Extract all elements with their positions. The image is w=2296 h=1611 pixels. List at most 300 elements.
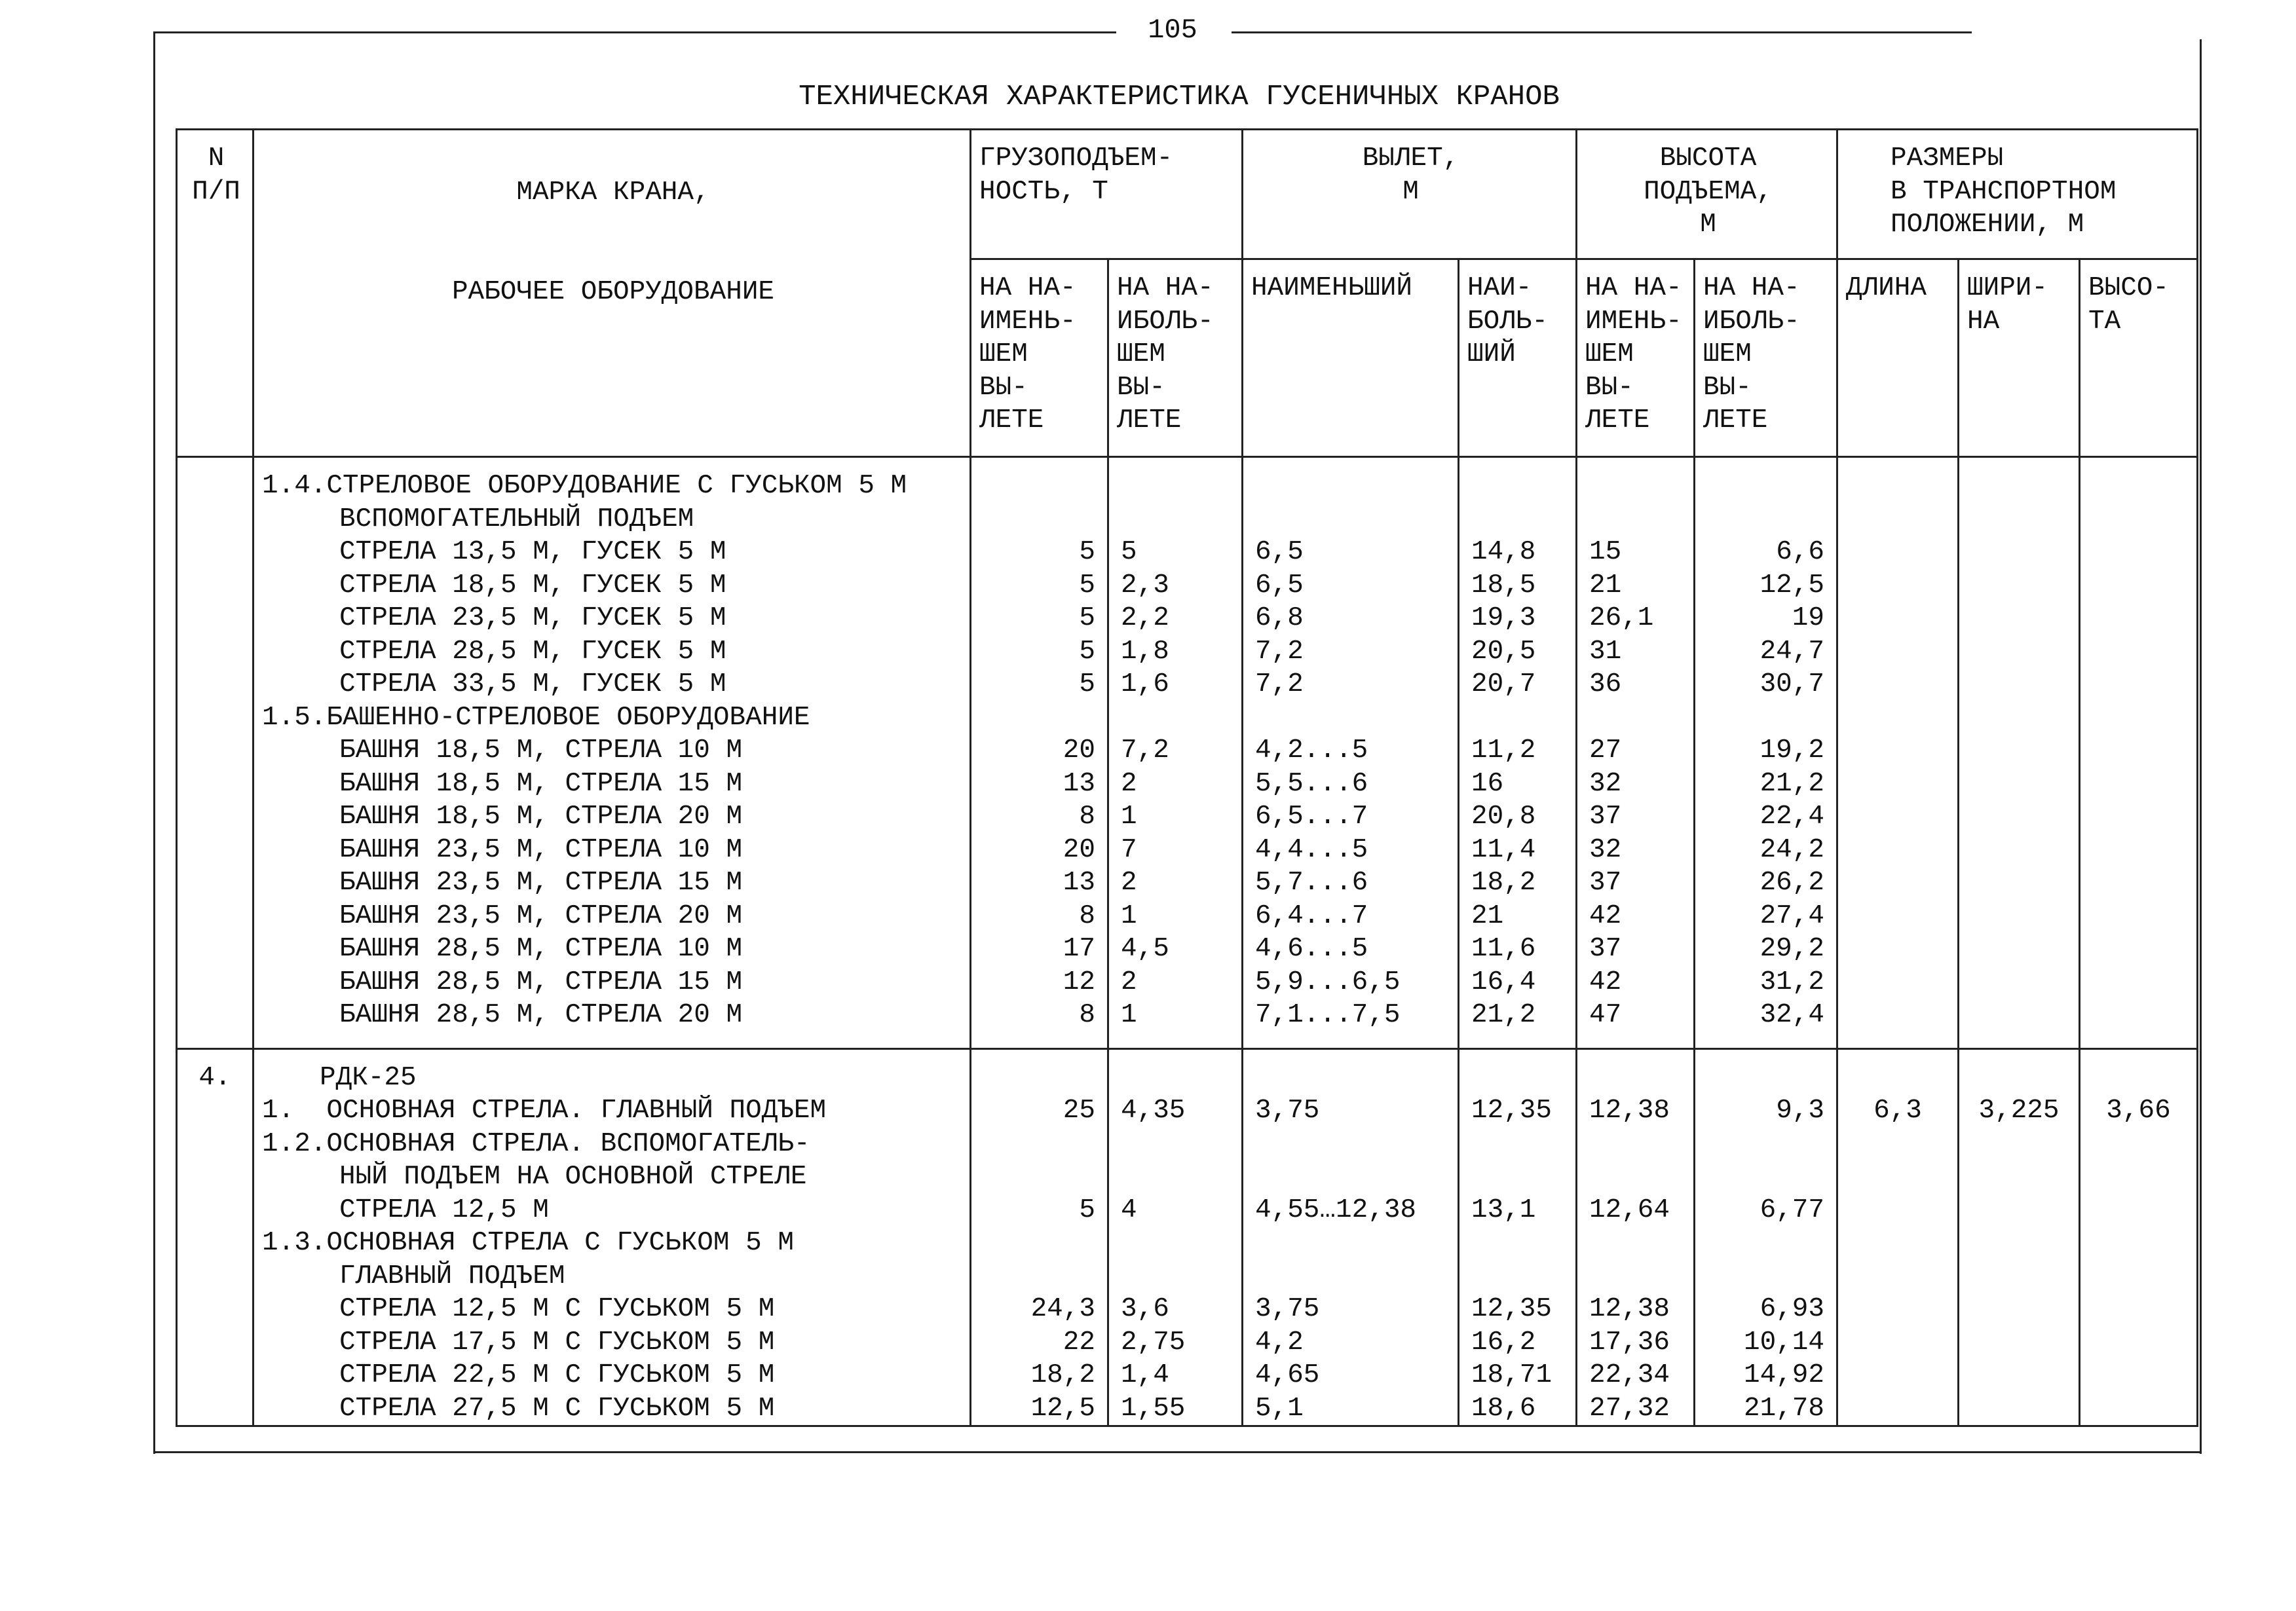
cell-capacity-min: 20 xyxy=(971,734,1108,768)
cell-mark: БАШНЯ 28,5 М, СТРЕЛА 20 М xyxy=(254,999,971,1032)
cell-height-min: 36 xyxy=(1577,668,1695,701)
cell-transport-height xyxy=(2080,1160,2198,1194)
gap-cell xyxy=(1577,1032,1695,1049)
cell-mark: БАШНЯ 23,5 М, СТРЕЛА 10 М xyxy=(254,834,971,867)
cell-transport-height xyxy=(2080,569,2198,602)
gap-cell xyxy=(1459,1032,1577,1049)
cell-height-max: 21,78 xyxy=(1695,1392,1837,1426)
spacer-cell xyxy=(1108,457,1243,470)
cell-np xyxy=(177,966,254,999)
cell-height-min: 37 xyxy=(1577,866,1695,900)
cell-capacity-max: 7 xyxy=(1108,834,1243,867)
cell-width xyxy=(1959,1194,2080,1227)
cell-transport-height xyxy=(2080,1326,2198,1360)
cell-transport-height xyxy=(2080,536,2198,569)
cell-np xyxy=(177,536,254,569)
cell-reach-min xyxy=(1243,1260,1459,1293)
cell-height-max xyxy=(1695,503,1837,536)
cell-transport-height xyxy=(2080,1048,2198,1094)
cell-height-max xyxy=(1695,470,1837,503)
cell-np xyxy=(177,933,254,966)
header-reach-min: НАИМЕНЬШИЙ xyxy=(1243,259,1459,457)
cell-height-max: 6,6 xyxy=(1695,536,1837,569)
cell-height-min: 32 xyxy=(1577,768,1695,801)
cell-length xyxy=(1837,1227,1959,1260)
table-row xyxy=(177,866,2198,900)
cell-mark: БАШНЯ 18,5 М, СТРЕЛА 10 М xyxy=(254,734,971,768)
cell-np xyxy=(177,834,254,867)
cell-np xyxy=(177,470,254,503)
cell-capacity-max: 1,6 xyxy=(1108,668,1243,701)
cell-np xyxy=(177,1392,254,1426)
cell-capacity-min: 5 xyxy=(971,602,1108,635)
header-length: ДЛИНА xyxy=(1837,259,1959,457)
cell-height-max xyxy=(1695,1227,1837,1260)
cell-height-min: 37 xyxy=(1577,933,1695,966)
cell-np xyxy=(177,734,254,768)
cell-np xyxy=(177,866,254,900)
cell-capacity-min: 12 xyxy=(971,966,1108,999)
gap-cell xyxy=(1959,1032,2080,1049)
cell-mark: СТРЕЛА 18,5 М, ГУСЕК 5 М xyxy=(254,569,971,602)
cell-height-max: 26,2 xyxy=(1695,866,1837,900)
cell-capacity-min: 8 xyxy=(971,800,1108,834)
table-row xyxy=(177,834,2198,867)
gap-cell xyxy=(1243,1032,1459,1049)
cell-transport-height xyxy=(2080,668,2198,701)
cell-width xyxy=(1959,1359,2080,1392)
table-row xyxy=(177,1293,2198,1326)
cell-height-min: 12,38 xyxy=(1577,1094,1695,1128)
cell-reach-min: 6,5 xyxy=(1243,569,1459,602)
cell-reach-max: 20,5 xyxy=(1459,635,1577,669)
cell-reach-min: 3,75 xyxy=(1243,1293,1459,1326)
cell-height-max xyxy=(1695,1260,1837,1293)
frame-right-border xyxy=(2200,39,2202,1454)
cell-reach-min: 4,65 xyxy=(1243,1359,1459,1392)
cell-transport-height xyxy=(2080,933,2198,966)
cell-capacity-max: 2 xyxy=(1108,866,1243,900)
frame-bottom-border xyxy=(153,1451,2202,1453)
cell-width: 3,225 xyxy=(1959,1094,2080,1128)
table-row xyxy=(177,933,2198,966)
header-width: ШИРИ- НА xyxy=(1959,259,2080,457)
cell-mark: БАШНЯ 28,5 М, СТРЕЛА 15 М xyxy=(254,966,971,999)
cell-np xyxy=(177,1094,254,1128)
cell-reach-min xyxy=(1243,1160,1459,1194)
cell-mark: 1.5.БАШЕННО-СТРЕЛОВОЕ ОБОРУДОВАНИЕ xyxy=(254,701,971,735)
cell-mark: БАШНЯ 18,5 М, СТРЕЛА 15 М xyxy=(254,768,971,801)
cell-length xyxy=(1837,536,1959,569)
cell-reach-max: 11,6 xyxy=(1459,933,1577,966)
cell-capacity-min xyxy=(971,701,1108,735)
cell-reach-min xyxy=(1243,503,1459,536)
cell-mark: СТРЕЛА 28,5 М, ГУСЕК 5 М xyxy=(254,635,971,669)
cell-transport-height xyxy=(2080,503,2198,536)
cell-width xyxy=(1959,470,2080,503)
table-row xyxy=(177,569,2198,602)
cell-capacity-min: 13 xyxy=(971,768,1108,801)
cell-np: 4. xyxy=(177,1048,254,1094)
cell-height-min xyxy=(1577,1227,1695,1260)
spacer-cell xyxy=(1837,457,1959,470)
cell-reach-min: 7,2 xyxy=(1243,635,1459,669)
cell-np xyxy=(177,1194,254,1227)
cell-np xyxy=(177,900,254,933)
cell-width xyxy=(1959,536,2080,569)
cell-np xyxy=(177,1293,254,1326)
cell-np xyxy=(177,768,254,801)
cell-mark: ВСПОМОГАТЕЛЬНЫЙ ПОДЪЕМ xyxy=(254,503,971,536)
spacer-cell xyxy=(1959,457,2080,470)
cell-height-max: 14,92 xyxy=(1695,1359,1837,1392)
cell-height-max xyxy=(1695,1128,1837,1161)
table-row xyxy=(177,1160,2198,1194)
cell-height-max: 22,4 xyxy=(1695,800,1837,834)
table-row xyxy=(177,1094,2198,1128)
cell-transport-height xyxy=(2080,1227,2198,1260)
cell-mark: 1.2.ОСНОВНАЯ СТРЕЛА. ВСПОМОГАТЕЛЬ- xyxy=(254,1128,971,1161)
cell-np xyxy=(177,1128,254,1161)
cell-height-min: 15 xyxy=(1577,536,1695,569)
cell-reach-max xyxy=(1459,470,1577,503)
cell-length xyxy=(1837,635,1959,669)
table-row xyxy=(177,1227,2198,1260)
cell-capacity-max xyxy=(1108,1227,1243,1260)
cell-transport-height xyxy=(2080,635,2198,669)
cell-width xyxy=(1959,834,2080,867)
cell-capacity-max xyxy=(1108,1128,1243,1161)
cell-height-min: 22,34 xyxy=(1577,1359,1695,1392)
header-mark: МАРКА КРАНА, РАБОЧЕЕ ОБОРУДОВАНИЕ xyxy=(254,130,971,457)
cell-reach-min: 7,2 xyxy=(1243,668,1459,701)
cell-capacity-max: 2,2 xyxy=(1108,602,1243,635)
cell-transport-height xyxy=(2080,999,2198,1032)
cell-height-min: 27 xyxy=(1577,734,1695,768)
table-row xyxy=(177,536,2198,569)
spacer-cell xyxy=(254,457,971,470)
cell-reach-min: 6,5 xyxy=(1243,536,1459,569)
cell-height-min: 32 xyxy=(1577,834,1695,867)
cell-height-min: 26,1 xyxy=(1577,602,1695,635)
cell-height-min: 37 xyxy=(1577,800,1695,834)
cell-length xyxy=(1837,1392,1959,1426)
table-row xyxy=(177,668,2198,701)
cell-height-min: 12,38 xyxy=(1577,1293,1695,1326)
cell-length xyxy=(1837,999,1959,1032)
cell-reach-max: 14,8 xyxy=(1459,536,1577,569)
cell-width xyxy=(1959,1160,2080,1194)
cell-height-max: 6,77 xyxy=(1695,1194,1837,1227)
cell-reach-min: 4,4...5 xyxy=(1243,834,1459,867)
cell-mark: СТРЕЛА 22,5 М С ГУСЬКОМ 5 М xyxy=(254,1359,971,1392)
cell-np xyxy=(177,635,254,669)
cell-length xyxy=(1837,1160,1959,1194)
gap-cell xyxy=(971,1032,1108,1049)
cell-length xyxy=(1837,866,1959,900)
table-row xyxy=(177,701,2198,735)
cell-mark: 1. ОСНОВНАЯ СТРЕЛА. ГЛАВНЫЙ ПОДЪЕМ xyxy=(254,1094,971,1128)
cell-length xyxy=(1837,734,1959,768)
cell-width xyxy=(1959,999,2080,1032)
header-height-max: НА НА- ИБОЛЬ- ШЕМ ВЫ- ЛЕТЕ xyxy=(1695,259,1837,457)
cell-reach-min xyxy=(1243,1227,1459,1260)
table-row xyxy=(177,1392,2198,1426)
cell-transport-height xyxy=(2080,866,2198,900)
cell-capacity-min: 13 xyxy=(971,866,1108,900)
cell-transport-height xyxy=(2080,768,2198,801)
cell-capacity-max: 1,55 xyxy=(1108,1392,1243,1426)
cell-width xyxy=(1959,503,2080,536)
cell-np xyxy=(177,1260,254,1293)
cell-length xyxy=(1837,900,1959,933)
cell-capacity-min xyxy=(971,470,1108,503)
cell-transport-height xyxy=(2080,1260,2198,1293)
cell-transport-height xyxy=(2080,966,2198,999)
cell-height-max: 10,14 xyxy=(1695,1326,1837,1360)
cell-height-max: 27,4 xyxy=(1695,900,1837,933)
cell-height-max: 32,4 xyxy=(1695,999,1837,1032)
cell-np xyxy=(177,1227,254,1260)
cell-height-max: 24,7 xyxy=(1695,635,1837,669)
gap-cell xyxy=(177,1032,254,1049)
cell-length xyxy=(1837,966,1959,999)
cell-np xyxy=(177,999,254,1032)
cell-mark: 1.3.ОСНОВНАЯ СТРЕЛА С ГУСЬКОМ 5 М xyxy=(254,1227,971,1260)
cell-height-max: 12,5 xyxy=(1695,569,1837,602)
cell-capacity-max xyxy=(1108,701,1243,735)
cell-capacity-max xyxy=(1108,503,1243,536)
cell-capacity-max: 2,3 xyxy=(1108,569,1243,602)
spacer-row xyxy=(177,457,2198,470)
gap-cell xyxy=(1695,1032,1837,1049)
header-rule-right xyxy=(1232,31,1972,33)
cell-np xyxy=(177,602,254,635)
cell-length xyxy=(1837,1128,1959,1161)
cell-reach-min: 5,9...6,5 xyxy=(1243,966,1459,999)
cell-mark: СТРЕЛА 33,5 М, ГУСЕК 5 М xyxy=(254,668,971,701)
gap-cell xyxy=(254,1032,971,1049)
header-transport-height: ВЫСО- ТА xyxy=(2080,259,2198,457)
cell-capacity-max: 1 xyxy=(1108,999,1243,1032)
table-row xyxy=(177,900,2198,933)
cell-reach-max: 16,4 xyxy=(1459,966,1577,999)
cell-reach-max: 12,35 xyxy=(1459,1094,1577,1128)
header-height-min: НА НА- ИМЕНЬ- ШЕМ ВЫ- ЛЕТЕ xyxy=(1577,259,1695,457)
cell-transport-height xyxy=(2080,470,2198,503)
cell-capacity-max: 7,2 xyxy=(1108,734,1243,768)
cell-reach-max xyxy=(1459,1160,1577,1194)
cell-height-min: 31 xyxy=(1577,635,1695,669)
cell-capacity-min: 18,2 xyxy=(971,1359,1108,1392)
cell-transport-height xyxy=(2080,1359,2198,1392)
table-row xyxy=(177,1128,2198,1161)
cell-height-min: 12,64 xyxy=(1577,1194,1695,1227)
cell-mark: НЫЙ ПОДЪЕМ НА ОСНОВНОЙ СТРЕЛЕ xyxy=(254,1160,971,1194)
cell-width xyxy=(1959,1392,2080,1426)
cell-capacity-max: 1,8 xyxy=(1108,635,1243,669)
cell-capacity-min: 17 xyxy=(971,933,1108,966)
cell-width xyxy=(1959,569,2080,602)
cell-width xyxy=(1959,866,2080,900)
cell-reach-min xyxy=(1243,1048,1459,1094)
gap-cell xyxy=(1108,1032,1243,1049)
cell-reach-min: 4,55…12,38 xyxy=(1243,1194,1459,1227)
cell-height-max xyxy=(1695,701,1837,735)
cell-np xyxy=(177,1160,254,1194)
table-row xyxy=(177,966,2198,999)
cell-width xyxy=(1959,701,2080,735)
cell-reach-min: 6,4...7 xyxy=(1243,900,1459,933)
header-rule-left xyxy=(153,31,1116,33)
cell-np xyxy=(177,701,254,735)
cell-height-max: 24,2 xyxy=(1695,834,1837,867)
table-row xyxy=(177,800,2198,834)
cell-np xyxy=(177,800,254,834)
cell-length xyxy=(1837,569,1959,602)
cell-length xyxy=(1837,1260,1959,1293)
cell-np xyxy=(177,1359,254,1392)
cell-height-max: 9,3 xyxy=(1695,1094,1837,1128)
cell-reach-max xyxy=(1459,701,1577,735)
cell-mark: СТРЕЛА 23,5 М, ГУСЕК 5 М xyxy=(254,602,971,635)
cell-reach-max: 16 xyxy=(1459,768,1577,801)
cell-height-min xyxy=(1577,470,1695,503)
cell-mark: БАШНЯ 18,5 М, СТРЕЛА 20 М xyxy=(254,800,971,834)
header-reach: ВЫЛЕТ, М xyxy=(1243,130,1577,259)
cell-capacity-max: 4,35 xyxy=(1108,1094,1243,1128)
cell-transport-height xyxy=(2080,602,2198,635)
cell-capacity-min: 22 xyxy=(971,1326,1108,1360)
cell-length xyxy=(1837,470,1959,503)
cell-height-min: 17,36 xyxy=(1577,1326,1695,1360)
cell-width xyxy=(1959,933,2080,966)
cell-reach-max xyxy=(1459,1128,1577,1161)
cell-mark: СТРЕЛА 12,5 М С ГУСЬКОМ 5 М xyxy=(254,1293,971,1326)
cell-reach-min: 5,7...6 xyxy=(1243,866,1459,900)
cell-np xyxy=(177,668,254,701)
cell-capacity-min: 25 xyxy=(971,1094,1108,1128)
cell-capacity-max xyxy=(1108,1048,1243,1094)
cell-height-max: 21,2 xyxy=(1695,768,1837,801)
cell-capacity-min: 5 xyxy=(971,668,1108,701)
cell-reach-min: 5,5...6 xyxy=(1243,768,1459,801)
cell-mark: СТРЕЛА 17,5 М С ГУСЬКОМ 5 М xyxy=(254,1326,971,1360)
gap-cell xyxy=(2080,1032,2198,1049)
header-cap-max: НА НА- ИБОЛЬ- ШЕМ ВЫ- ЛЕТЕ xyxy=(1108,259,1243,457)
cell-capacity-min xyxy=(971,1260,1108,1293)
cell-mark: ГЛАВНЫЙ ПОДЪЕМ xyxy=(254,1260,971,1293)
cell-np xyxy=(177,1326,254,1360)
cell-np xyxy=(177,503,254,536)
cell-capacity-max: 4 xyxy=(1108,1194,1243,1227)
cell-capacity-min xyxy=(971,1128,1108,1161)
cell-capacity-min: 5 xyxy=(971,569,1108,602)
cell-reach-min xyxy=(1243,470,1459,503)
cell-height-max: 6,93 xyxy=(1695,1293,1837,1326)
cell-height-min xyxy=(1577,503,1695,536)
cell-height-max: 29,2 xyxy=(1695,933,1837,966)
header-cap-min: НА НА- ИМЕНЬ- ШЕМ ВЫ- ЛЕТЕ xyxy=(971,259,1108,457)
cell-capacity-max: 1 xyxy=(1108,800,1243,834)
spacer-cell xyxy=(2080,457,2198,470)
gap-cell xyxy=(1837,1032,1959,1049)
cell-capacity-min: 8 xyxy=(971,999,1108,1032)
header-np: N П/П xyxy=(177,130,254,457)
cell-height-max xyxy=(1695,1160,1837,1194)
cell-transport-height xyxy=(2080,1194,2198,1227)
cell-mark: РДК-25 xyxy=(254,1048,971,1094)
cell-width xyxy=(1959,900,2080,933)
cell-height-min xyxy=(1577,1128,1695,1161)
cell-length xyxy=(1837,1293,1959,1326)
cell-length xyxy=(1837,1194,1959,1227)
cell-height-min: 21 xyxy=(1577,569,1695,602)
cell-reach-min: 6,8 xyxy=(1243,602,1459,635)
header-reach-max: НАИ- БОЛЬ- ШИЙ xyxy=(1459,259,1577,457)
cell-reach-max: 13,1 xyxy=(1459,1194,1577,1227)
cell-transport-height xyxy=(2080,1128,2198,1161)
cell-reach-min: 4,2 xyxy=(1243,1326,1459,1360)
cell-mark: СТРЕЛА 13,5 М, ГУСЕК 5 М xyxy=(254,536,971,569)
cell-reach-min: 3,75 xyxy=(1243,1094,1459,1128)
table-row xyxy=(177,1326,2198,1360)
cell-mark: БАШНЯ 28,5 М, СТРЕЛА 10 М xyxy=(254,933,971,966)
cell-width xyxy=(1959,1048,2080,1094)
cell-length xyxy=(1837,933,1959,966)
cell-transport-height xyxy=(2080,834,2198,867)
cell-length xyxy=(1837,668,1959,701)
cell-height-min xyxy=(1577,1048,1695,1094)
cell-reach-max: 12,35 xyxy=(1459,1293,1577,1326)
table-row xyxy=(177,602,2198,635)
cell-mark: БАШНЯ 23,5 М, СТРЕЛА 20 М xyxy=(254,900,971,933)
cell-length xyxy=(1837,800,1959,834)
table-row xyxy=(177,1194,2198,1227)
header-capacity: ГРУЗОПОДЪЕМ- НОСТЬ, Т xyxy=(971,130,1243,259)
cell-capacity-max: 2,75 xyxy=(1108,1326,1243,1360)
table-row xyxy=(177,1048,2198,1094)
cell-height-max: 30,7 xyxy=(1695,668,1837,701)
cell-width xyxy=(1959,1326,2080,1360)
cell-height-min xyxy=(1577,1160,1695,1194)
cell-height-min: 47 xyxy=(1577,999,1695,1032)
cell-reach-max: 21 xyxy=(1459,900,1577,933)
cell-capacity-min xyxy=(971,1048,1108,1094)
table-row xyxy=(177,999,2198,1032)
cell-reach-min: 4,6...5 xyxy=(1243,933,1459,966)
cell-reach-max: 21,2 xyxy=(1459,999,1577,1032)
cell-transport-height xyxy=(2080,800,2198,834)
cell-capacity-max: 2 xyxy=(1108,768,1243,801)
spacer-cell xyxy=(971,457,1108,470)
crane-specs-table xyxy=(176,128,2198,1427)
spacer-cell xyxy=(1577,457,1695,470)
cell-capacity-max: 1,4 xyxy=(1108,1359,1243,1392)
cell-length: 6,3 xyxy=(1837,1094,1959,1128)
spacer-cell xyxy=(1695,457,1837,470)
table-row xyxy=(177,470,2198,503)
cell-reach-max: 18,71 xyxy=(1459,1359,1577,1392)
cell-length xyxy=(1837,1359,1959,1392)
table-row xyxy=(177,635,2198,669)
table-row xyxy=(177,1359,2198,1392)
cell-reach-max xyxy=(1459,1227,1577,1260)
cell-capacity-min xyxy=(971,1160,1108,1194)
cell-capacity-min xyxy=(971,503,1108,536)
cell-length xyxy=(1837,1326,1959,1360)
table-row xyxy=(177,1260,2198,1293)
